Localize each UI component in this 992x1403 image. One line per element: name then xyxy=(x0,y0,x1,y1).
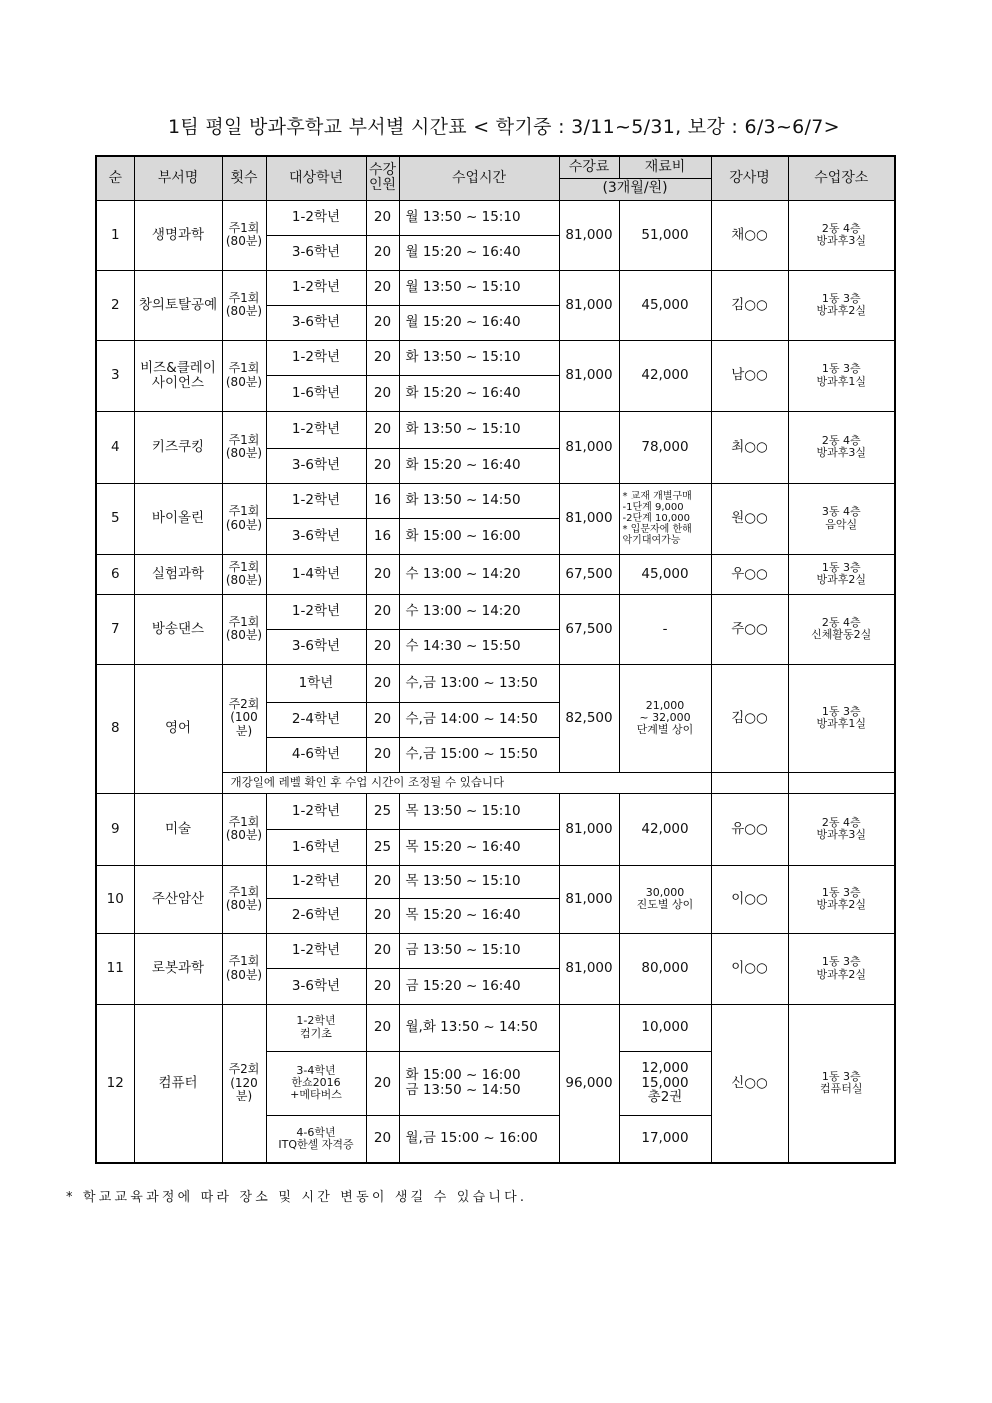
session-count: 주1회 (80분) xyxy=(222,594,266,664)
capacity: 25 xyxy=(366,793,399,829)
row-number: 2 xyxy=(96,270,134,340)
capacity: 20 xyxy=(366,448,399,483)
tuition-fee: 81,000 xyxy=(559,411,619,483)
material-fee: 45,000 xyxy=(619,270,711,340)
tuition-fee: 67,500 xyxy=(559,594,619,664)
teacher-name: 남○○ xyxy=(711,340,788,411)
teacher-name: 우○○ xyxy=(711,554,788,594)
class-place: 2동 4층 신체활동2실 xyxy=(788,594,895,664)
capacity: 16 xyxy=(366,483,399,518)
capacity: 20 xyxy=(366,411,399,448)
capacity: 20 xyxy=(366,375,399,411)
target-grade: 1-2학년 xyxy=(266,793,366,829)
schedule-note: 개강일에 레벨 확인 후 수업 시간이 조정될 수 있습니다 xyxy=(222,772,711,793)
teacher-name: 유○○ xyxy=(711,793,788,865)
dept-name: 영어 xyxy=(134,664,222,793)
target-grade: 4-6학년 ITQ한셀 자격증 xyxy=(266,1115,366,1163)
target-grade: 1-2학년 xyxy=(266,340,366,375)
class-time: 금 15:20 ~ 16:40 xyxy=(399,968,559,1004)
teacher-name: 주○○ xyxy=(711,594,788,664)
session-count: 주2회 (100분) xyxy=(222,664,266,772)
capacity: 20 xyxy=(366,898,399,933)
capacity: 20 xyxy=(366,865,399,898)
dept-name: 실험과학 xyxy=(134,554,222,594)
teacher-name: 이○○ xyxy=(711,865,788,933)
dept-name: 바이올린 xyxy=(134,483,222,554)
target-grade: 1-4학년 xyxy=(266,554,366,594)
dept-name: 로봇과학 xyxy=(134,933,222,1004)
header-material: 재료비 xyxy=(619,156,711,178)
capacity: 16 xyxy=(366,518,399,554)
class-time: 수,금 13:00 ~ 13:50 xyxy=(399,664,559,702)
target-grade: 2-6학년 xyxy=(266,898,366,933)
class-time: 화 15:00 ~ 16:00 xyxy=(399,518,559,554)
header-count: 횟수 xyxy=(222,156,266,200)
dept-name: 방송댄스 xyxy=(134,594,222,664)
timetable xyxy=(95,155,896,1164)
teacher-name: 이○○ xyxy=(711,933,788,1004)
table-row xyxy=(96,664,895,702)
teacher-name: 채○○ xyxy=(711,200,788,270)
row-number: 8 xyxy=(96,664,134,793)
row-number: 1 xyxy=(96,200,134,270)
footnote: * 학교교육과정에 따라 장소 및 시간 변동이 생길 수 있습니다. xyxy=(66,1190,528,1205)
material-fee: 21,000 ~ 32,000 단계별 상이 xyxy=(619,664,711,772)
target-grade: 3-6학년 xyxy=(266,518,366,554)
header-time: 수업시간 xyxy=(399,156,559,200)
dept-name: 키즈쿠킹 xyxy=(134,411,222,483)
tuition-fee: 82,500 xyxy=(559,664,619,772)
teacher-name: 김○○ xyxy=(711,664,788,772)
class-time: 월,금 15:00 ~ 16:00 xyxy=(399,1115,559,1163)
class-time: 수 13:00 ~ 14:20 xyxy=(399,594,559,629)
class-place: 1동 3층 컴퓨터실 xyxy=(788,1004,895,1163)
class-place: 3동 4층 음악실 xyxy=(788,483,895,554)
capacity: 20 xyxy=(366,968,399,1004)
class-time: 월 15:20 ~ 16:40 xyxy=(399,305,559,340)
empty-cell xyxy=(711,772,788,793)
tuition-fee: 81,000 xyxy=(559,483,619,554)
target-grade: 4-6학년 xyxy=(266,737,366,772)
material-fee: * 교재 개별구매 -1단계 9,000 -2단계 10,000 * 입문자에 한해 악기대여가능 xyxy=(619,483,711,554)
class-time: 화 15:20 ~ 16:40 xyxy=(399,375,559,411)
class-time: 화 15:00 ~ 16:00 금 13:50 ~ 14:50 xyxy=(399,1051,559,1115)
dept-name: 창의토탈공예 xyxy=(134,270,222,340)
table-row xyxy=(96,340,895,375)
dept-name: 비즈&클레이 사이언스 xyxy=(134,340,222,411)
target-grade: 1-6학년 xyxy=(266,375,366,411)
tuition-fee: 81,000 xyxy=(559,340,619,411)
table-row xyxy=(96,200,895,235)
table-row xyxy=(96,483,895,518)
class-time: 화 13:50 ~ 15:10 xyxy=(399,340,559,375)
target-grade: 3-6학년 xyxy=(266,629,366,664)
tuition-fee: 81,000 xyxy=(559,793,619,865)
target-grade: 3-6학년 xyxy=(266,968,366,1004)
capacity: 20 xyxy=(366,340,399,375)
target-grade: 1-2학년 xyxy=(266,594,366,629)
row-number: 9 xyxy=(96,793,134,865)
capacity: 20 xyxy=(366,664,399,702)
row-number: 12 xyxy=(96,1004,134,1163)
class-place: 1동 3층 방과후2실 xyxy=(788,933,895,1004)
teacher-name: 신○○ xyxy=(711,1004,788,1163)
table-row xyxy=(96,793,895,829)
teacher-name: 원○○ xyxy=(711,483,788,554)
capacity: 20 xyxy=(366,200,399,235)
row-number: 11 xyxy=(96,933,134,1004)
tuition-fee: 81,000 xyxy=(559,865,619,933)
tuition-fee: 81,000 xyxy=(559,933,619,1004)
row-number: 3 xyxy=(96,340,134,411)
material-fee: 10,000 xyxy=(619,1004,711,1051)
class-place: 1동 3층 방과후2실 xyxy=(788,270,895,340)
row-number: 6 xyxy=(96,554,134,594)
capacity: 20 xyxy=(366,270,399,305)
class-place: 2동 4층 방과후3실 xyxy=(788,200,895,270)
teacher-name: 김○○ xyxy=(711,270,788,340)
tuition-fee: 96,000 xyxy=(559,1004,619,1163)
header-grade: 대상학년 xyxy=(266,156,366,200)
capacity: 20 xyxy=(366,1004,399,1051)
class-time: 금 13:50 ~ 15:10 xyxy=(399,933,559,968)
target-grade: 1-2학년 xyxy=(266,270,366,305)
session-count: 주1회 (80분) xyxy=(222,933,266,1004)
class-place: 1동 3층 방과후2실 xyxy=(788,865,895,933)
target-grade: 1-2학년 xyxy=(266,483,366,518)
row-number: 4 xyxy=(96,411,134,483)
class-time: 목 13:50 ~ 15:10 xyxy=(399,865,559,898)
capacity: 20 xyxy=(366,702,399,737)
session-count: 주2회 (120분) xyxy=(222,1004,266,1163)
session-count: 주1회 (80분) xyxy=(222,200,266,270)
material-fee: 30,000 진도별 상이 xyxy=(619,865,711,933)
capacity: 20 xyxy=(366,933,399,968)
target-grade: 3-6학년 xyxy=(266,305,366,340)
class-time: 수 13:00 ~ 14:20 xyxy=(399,554,559,594)
table-row xyxy=(96,594,895,629)
target-grade: 3-4학년 한쇼2016 +메타버스 xyxy=(266,1051,366,1115)
class-time: 목 15:20 ~ 16:40 xyxy=(399,829,559,865)
class-place: 2동 4층 방과후3실 xyxy=(788,793,895,865)
dept-name: 생명과학 xyxy=(134,200,222,270)
session-count: 주1회 (80분) xyxy=(222,793,266,865)
material-fee: 12,000 15,000 총2권 xyxy=(619,1051,711,1115)
class-time: 목 13:50 ~ 15:10 xyxy=(399,793,559,829)
material-fee: 51,000 xyxy=(619,200,711,270)
table-row xyxy=(96,270,895,305)
material-fee: 42,000 xyxy=(619,340,711,411)
material-fee: 78,000 xyxy=(619,411,711,483)
class-place: 1동 3층 방과후1실 xyxy=(788,664,895,772)
material-fee: 45,000 xyxy=(619,554,711,594)
tuition-fee: 67,500 xyxy=(559,554,619,594)
capacity: 20 xyxy=(366,1115,399,1163)
material-fee: 17,000 xyxy=(619,1115,711,1163)
session-count: 주1회 (80분) xyxy=(222,554,266,594)
capacity: 20 xyxy=(366,629,399,664)
class-time: 월 13:50 ~ 15:10 xyxy=(399,270,559,305)
table-row xyxy=(96,933,895,968)
target-grade: 2-4학년 xyxy=(266,702,366,737)
capacity: 20 xyxy=(366,594,399,629)
row-number: 5 xyxy=(96,483,134,554)
class-time: 수,금 15:00 ~ 15:50 xyxy=(399,737,559,772)
timetable-body xyxy=(96,200,895,1163)
class-place: 2동 4층 방과후3실 xyxy=(788,411,895,483)
header-dept: 부서명 xyxy=(134,156,222,200)
capacity: 20 xyxy=(366,737,399,772)
dept-name: 컴퓨터 xyxy=(134,1004,222,1163)
header-teacher: 강사명 xyxy=(711,156,788,200)
material-fee: 80,000 xyxy=(619,933,711,1004)
target-grade: 3-6학년 xyxy=(266,448,366,483)
tuition-fee: 81,000 xyxy=(559,200,619,270)
class-time: 월,화 13:50 ~ 14:50 xyxy=(399,1004,559,1051)
teacher-name: 최○○ xyxy=(711,411,788,483)
target-grade: 1-2학년 컴기초 xyxy=(266,1004,366,1051)
target-grade: 1-2학년 xyxy=(266,933,366,968)
target-grade: 1-2학년 xyxy=(266,411,366,448)
table-row xyxy=(96,411,895,448)
row-number: 10 xyxy=(96,865,134,933)
class-time: 수 14:30 ~ 15:50 xyxy=(399,629,559,664)
table-row xyxy=(96,865,895,898)
material-fee: 42,000 xyxy=(619,793,711,865)
tuition-fee: 81,000 xyxy=(559,270,619,340)
capacity: 20 xyxy=(366,1051,399,1115)
header-capacity: 수강 인원 xyxy=(366,156,399,200)
row-number: 7 xyxy=(96,594,134,664)
class-time: 화 13:50 ~ 14:50 xyxy=(399,483,559,518)
class-place: 1동 3층 방과후1실 xyxy=(788,340,895,411)
header-period: (3개월/원) xyxy=(559,178,711,200)
session-count: 주1회 (80분) xyxy=(222,411,266,483)
target-grade: 1학년 xyxy=(266,664,366,702)
table-row xyxy=(96,554,895,594)
class-time: 월 15:20 ~ 16:40 xyxy=(399,235,559,270)
class-time: 수,금 14:00 ~ 14:50 xyxy=(399,702,559,737)
capacity: 20 xyxy=(366,305,399,340)
capacity: 25 xyxy=(366,829,399,865)
capacity: 20 xyxy=(366,554,399,594)
dept-name: 미술 xyxy=(134,793,222,865)
table-row xyxy=(96,1004,895,1051)
session-count: 주1회 (80분) xyxy=(222,340,266,411)
class-time: 화 15:20 ~ 16:40 xyxy=(399,448,559,483)
header-fee: 수강료 xyxy=(559,156,619,178)
session-count: 주1회 (80분) xyxy=(222,865,266,933)
material-fee: - xyxy=(619,594,711,664)
session-count: 주1회 (80분) xyxy=(222,270,266,340)
target-grade: 1-2학년 xyxy=(266,200,366,235)
header-no: 순 xyxy=(96,156,134,200)
class-time: 목 15:20 ~ 16:40 xyxy=(399,898,559,933)
target-grade: 3-6학년 xyxy=(266,235,366,270)
class-time: 월 13:50 ~ 15:10 xyxy=(399,200,559,235)
header-place: 수업장소 xyxy=(788,156,895,200)
page-title: 1팀 평일 방과후학교 부서별 시간표 < 학기중 : 3/11~5/31, 보강 : 6/3~6/7> xyxy=(168,116,840,138)
session-count: 주1회 (60분) xyxy=(222,483,266,554)
class-time: 화 13:50 ~ 15:10 xyxy=(399,411,559,448)
class-place: 1동 3층 방과후2실 xyxy=(788,554,895,594)
target-grade: 1-2학년 xyxy=(266,865,366,898)
dept-name: 주산암산 xyxy=(134,865,222,933)
target-grade: 1-6학년 xyxy=(266,829,366,865)
capacity: 20 xyxy=(366,235,399,270)
